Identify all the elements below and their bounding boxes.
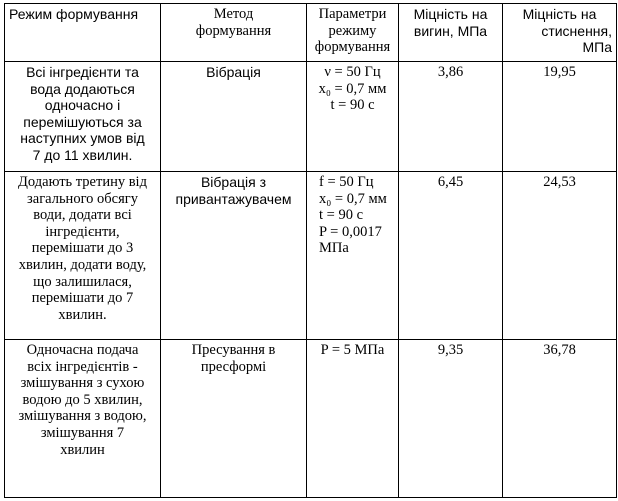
header-mode: Режим формування [5,4,161,62]
params-cell [307,340,399,498]
mode-line: Одночасна подача [26,342,139,358]
method-line: Вібрація з [200,174,267,190]
mode-cell [5,340,161,498]
method-line: Вібрація [206,64,261,80]
header-params-line: формування [314,39,391,56]
mode-line: одночасно і [44,97,121,114]
mode-line: перемішуються за [23,113,142,130]
compression-strength-value: 36,78 [503,340,617,498]
param-line: t = 90 с [319,207,364,224]
mode-line: Всі інгредієнти та [26,64,139,80]
bending-strength-value: 6,45 [399,172,503,340]
mode-line: хвилин, додати воду, [18,256,147,273]
compression-strength-value: 19,95 [503,62,617,172]
mode-line: перемішати до 3 [31,240,134,257]
method-cell [161,340,307,498]
bending-strength-value: 9,35 [399,340,503,498]
params-cell [307,62,399,172]
param-line: P = 0,0017 [319,223,382,240]
method-line: пресформі [200,358,267,375]
mode-line: води, додати всі [33,207,132,224]
mode-line: Додають третину від [18,174,147,190]
header-params [307,4,399,62]
method-line: привантажувачем [175,190,292,207]
table-header-row [5,4,617,62]
header-bending-line: Міцність на [413,6,488,22]
table-row [5,62,617,172]
param-line: МПа [319,240,349,257]
param-line: ν = 50 Гц [324,64,381,80]
results-table [4,3,617,498]
mode-line: змішування 7 [40,424,125,441]
header-compression-line: Міцність на [522,6,597,22]
bending-strength-value: 3,86 [399,62,503,172]
table-row [5,172,617,340]
mode-line: наступних умов від [20,130,145,147]
header-bending-line: вигин, МПа [413,22,488,39]
header-method [161,4,307,62]
header-compression-line: стиснення, [541,22,612,39]
param-line: x₀ = 0,7 мм [318,80,387,97]
mode-line: загального обсягу [27,190,138,207]
mode-line: інгредієнти, [45,223,120,240]
mode-line: змішування з водою, [18,408,147,425]
param-line: t = 90 с [330,97,375,114]
header-bending [399,4,503,62]
header-method-line: Метод [213,6,254,22]
mode-line: водою до 5 хвилин, [22,391,143,408]
mode-line: всіх інгредієнтів - [27,358,138,375]
mode-line: змішування з сухою [20,375,145,392]
method-cell [161,172,307,340]
param-line: x₀ = 0,7 мм [319,190,387,207]
mode-line: 7 до 11 хвилин. [32,146,133,163]
mode-line: хвилин [60,441,105,458]
compression-strength-value: 24,53 [503,172,617,340]
mode-line: вода додаються [30,80,135,97]
table-row [5,340,617,498]
mode-cell [5,172,161,340]
header-params-line: режиму [328,22,377,39]
mode-cell [5,62,161,172]
header-params-line: Параметри [318,6,387,22]
method-cell [161,62,307,172]
mode-line: хвилин. [58,306,107,323]
mode-line: перемішати до 7 [31,290,134,307]
param-line: f = 50 Гц [319,174,374,190]
header-compression-line: МПа [582,39,612,56]
header-method-line: формування [195,22,272,39]
method-line: Пресування в [191,342,276,358]
mode-line: що залишилася, [33,273,132,290]
header-compression [503,4,617,62]
param-line: P = 5 МПа [320,342,385,358]
params-cell [307,172,399,340]
